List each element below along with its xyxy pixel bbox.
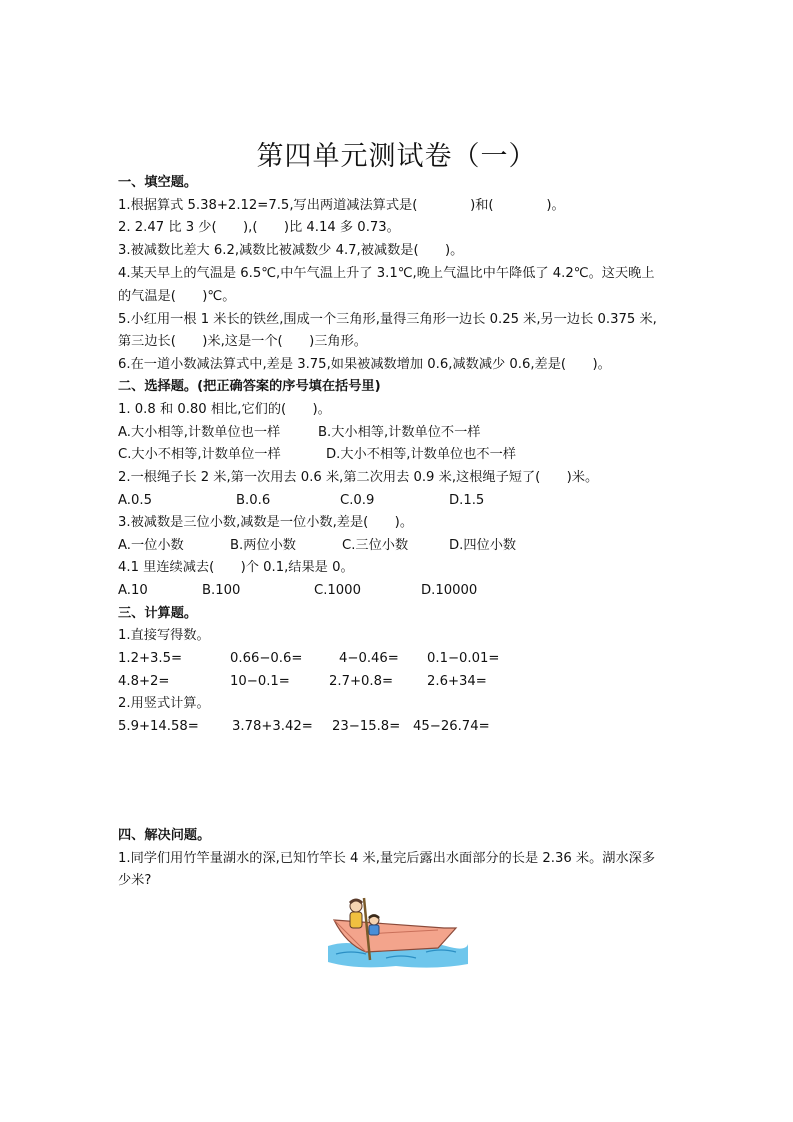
calc-item: 5.9+14.58=	[118, 719, 199, 734]
calc-item: 45−26.74=	[413, 719, 490, 734]
choice-option: A.0.5	[118, 493, 152, 508]
section4-heading: 四、解决问题。	[118, 828, 211, 843]
fill-question-5-line2: 第三边长( )米,这是一个( )三角形。	[118, 334, 367, 349]
choice-option: B.100	[202, 583, 241, 598]
choice-question-3: 3.被减数是三位小数,减数是一位小数,差是( )。	[118, 515, 414, 530]
calc-sub2: 2.用竖式计算。	[118, 696, 210, 711]
choice-option: A.大小相等,计数单位也一样	[118, 425, 281, 440]
calc-item: 0.66−0.6=	[230, 651, 303, 666]
calc-item: 23−15.8=	[332, 719, 401, 734]
fill-question-4-line2: 的气温是( )℃。	[118, 289, 236, 304]
fill-question-1: 1.根据算式 5.38+2.12=7.5,写出两道减法算式是( )和( )。	[118, 198, 565, 213]
choice-question-1: 1. 0.8 和 0.80 相比,它们的( )。	[118, 402, 331, 417]
calc-item: 0.1−0.01=	[427, 651, 500, 666]
choice-option: D.大小不相等,计数单位也不一样	[326, 447, 516, 462]
word-problem-1-line2: 少米?	[118, 873, 152, 888]
word-problem-1-line1: 1.同学们用竹竿量湖水的深,已知竹竿长 4 米,量完后露出水面部分的长是 2.36 米。湖水深多	[118, 851, 656, 866]
choice-option: D.10000	[421, 583, 478, 598]
calc-item: 3.78+3.42=	[232, 719, 313, 734]
fill-question-6: 6.在一道小数减法算式中,差是 3.75,如果被减数增加 0.6,减数减少 0.6,差是( )。	[118, 357, 611, 372]
calc-sub1: 1.直接写得数。	[118, 628, 210, 643]
choice-option: B.0.6	[236, 493, 271, 508]
fill-question-2: 2. 2.47 比 3 少( ),( )比 4.14 多 0.73。	[118, 220, 400, 235]
calc-item: 4−0.46=	[339, 651, 399, 666]
choice-option: C.0.9	[340, 493, 375, 508]
fill-question-5-line1: 5.小红用一根 1 米长的铁丝,围成一个三角形,量得三角形一边长 0.25 米,另一边长 0.375 米,	[118, 312, 657, 327]
choice-option: B.大小相等,计数单位不一样	[318, 425, 481, 440]
calc-item: 2.7+0.8=	[329, 674, 394, 689]
boat-illustration	[326, 894, 468, 968]
fill-question-3: 3.被减数比差大 6.2,减数比被减数少 4.7,被减数是( )。	[118, 243, 464, 258]
choice-question-2: 2.一根绳子长 2 米,第一次用去 0.6 米,第二次用去 0.9 米,这根绳子短了( )米。	[118, 470, 599, 485]
child-body	[369, 925, 379, 935]
choice-option: A.一位小数	[118, 538, 184, 553]
choice-option: C.三位小数	[342, 538, 409, 553]
choice-option: A.10	[118, 583, 148, 598]
choice-option: C.大小不相等,计数单位一样	[118, 447, 281, 462]
page-title: 第四单元测试卷（一）	[256, 141, 537, 172]
calc-item: 2.6+34=	[427, 674, 487, 689]
section1-heading: 一、填空题。	[118, 175, 198, 190]
choice-option: C.1000	[314, 583, 361, 598]
calc-item: 10−0.1=	[230, 674, 290, 689]
section2-heading: 二、选择题。(把正确答案的序号填在括号里)	[118, 379, 381, 394]
choice-option: D.1.5	[449, 493, 485, 508]
calc-item: 1.2+3.5=	[118, 651, 183, 666]
calc-item: 4.8+2=	[118, 674, 170, 689]
section3-heading: 三、计算题。	[118, 606, 198, 621]
person-body	[350, 912, 362, 928]
choice-option: B.两位小数	[230, 538, 296, 553]
choice-option: D.四位小数	[449, 538, 517, 553]
choice-question-4: 4.1 里连续减去( )个 0.1,结果是 0。	[118, 560, 354, 575]
fill-question-4-line1: 4.某天早上的气温是 6.5℃,中午气温上升了 3.1℃,晚上气温比中午降低了 4.2℃。这天晚上	[118, 266, 655, 281]
